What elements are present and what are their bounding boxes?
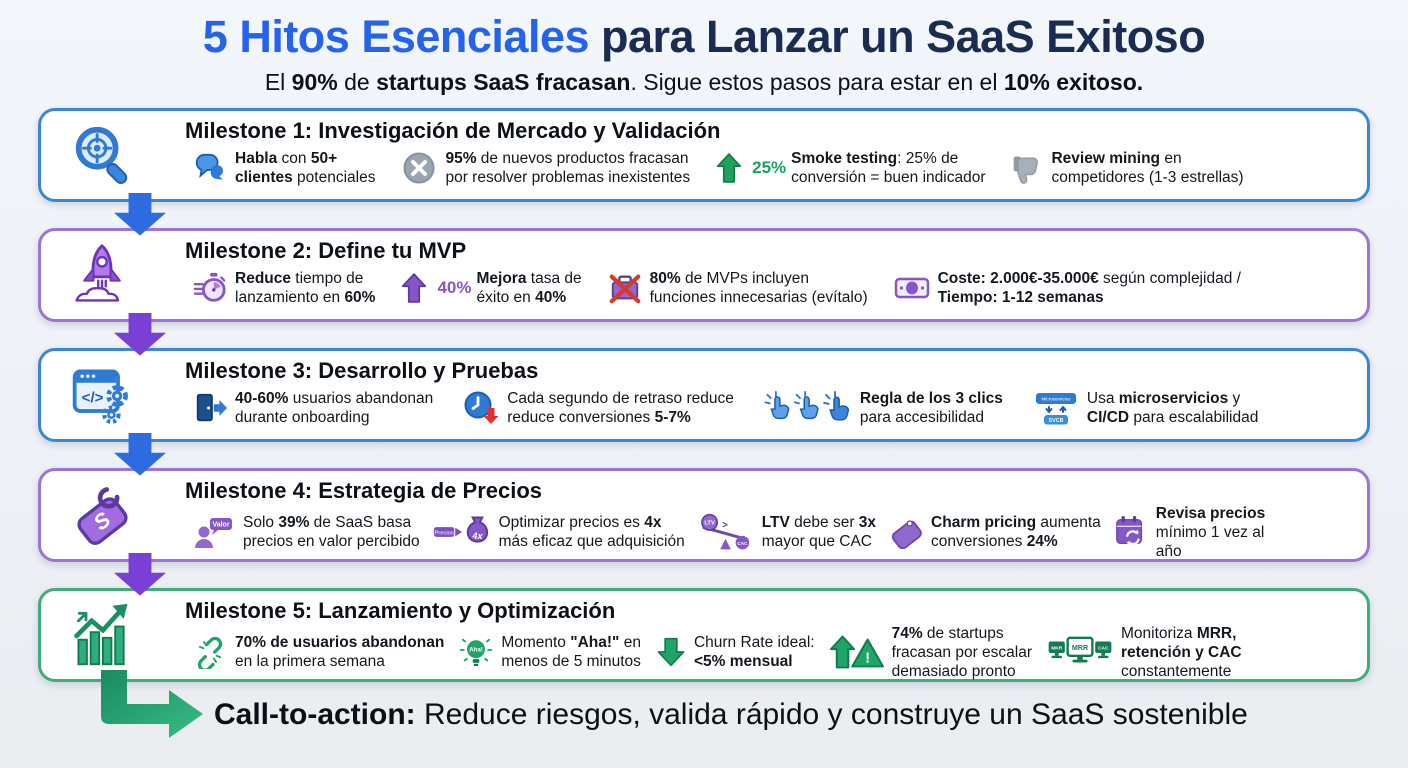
milestone-1-icon-col bbox=[41, 111, 163, 199]
money-bag-4x-icon bbox=[433, 514, 491, 550]
up-arrow-purple-icon bbox=[401, 271, 427, 305]
milestone-item bbox=[830, 624, 1032, 682]
milestone-2-card bbox=[38, 228, 1370, 322]
milestone-item bbox=[656, 633, 815, 671]
svg-text:CAC: CAC bbox=[737, 541, 748, 547]
stopwatch-icon bbox=[193, 271, 227, 305]
icon-percent-label: 25% bbox=[752, 158, 787, 178]
milestone-item bbox=[193, 513, 420, 551]
item-text: 70% de usuarios abandonan en la primera semana bbox=[235, 634, 445, 671]
svg-text:Microservicios: Microservicios bbox=[1041, 396, 1071, 402]
milestone-item bbox=[193, 269, 375, 307]
item-text: Revisa precios mínimo 1 vez al año bbox=[1155, 504, 1266, 561]
broken-chain-icon bbox=[193, 635, 227, 669]
item-text: Usa microservicios y CI/CD para escalabilidad bbox=[1086, 389, 1259, 427]
item-text: Solo 39% de SaaS basa precios en valor percibido bbox=[243, 514, 420, 551]
milestone-2-content bbox=[163, 231, 1367, 319]
item-text: Review mining en competidores (1-3 estrellas) bbox=[1051, 149, 1244, 187]
milestone-1-content bbox=[163, 111, 1367, 199]
milestone-title: Milestone 1: Investigación de Mercado y Validación bbox=[185, 117, 721, 143]
milestone-item bbox=[401, 269, 581, 307]
item-text: 74% de startups fracasan por escalar demasiado pronto bbox=[891, 624, 1033, 681]
milestone-item bbox=[459, 633, 641, 671]
milestone-3-items bbox=[163, 384, 1357, 433]
elbow-arrow-icon bbox=[93, 670, 205, 742]
svg-text:MRR: MRR bbox=[1071, 644, 1089, 653]
milestone-item bbox=[1033, 389, 1258, 427]
milestone-title: Milestone 3: Desarrollo y Pruebas bbox=[185, 357, 539, 383]
svg-text:!: ! bbox=[864, 651, 870, 668]
growth-chart-icon bbox=[69, 602, 135, 668]
svg-text:Aha!: Aha! bbox=[469, 646, 484, 654]
svg-text:Valor: Valor bbox=[212, 521, 230, 529]
item-text: 40-60% usuarios abandonan durante onboarding bbox=[235, 389, 434, 427]
banknote-icon bbox=[894, 270, 930, 306]
milestone-title: Milestone 5: Lanzamiento y Optimización bbox=[185, 597, 616, 623]
svg-text:MKR: MKR bbox=[1051, 647, 1063, 653]
icon-percent-label: 40% bbox=[437, 278, 472, 298]
flow-gap bbox=[38, 202, 1370, 228]
flow-gap bbox=[38, 322, 1370, 348]
svg-text:>: > bbox=[721, 520, 728, 532]
milestone-3-content bbox=[163, 351, 1367, 439]
item-text: Monitoriza MRR, retención y CAC constantemente bbox=[1121, 624, 1242, 681]
up-arrow-green-icon bbox=[716, 151, 742, 185]
milestone-item bbox=[1047, 624, 1242, 682]
page-title-rest: para Lanzar un SaaS Exitoso bbox=[589, 11, 1206, 62]
item-text: Regla de los 3 clics para accesibilidad bbox=[859, 389, 1003, 427]
milestone-item bbox=[401, 149, 690, 187]
exit-door-icon bbox=[193, 391, 227, 425]
milestone-4-content bbox=[163, 471, 1367, 559]
page-subtitle: El 90% de startups SaaS fracasan. Sigue estos pasos para estar en el 10% exitoso. bbox=[264, 68, 1144, 95]
milestone-4-card bbox=[38, 468, 1370, 562]
milestone-title: Milestone 2: Define tu MVP bbox=[185, 237, 467, 263]
item-text: Smoke testing: 25% de conversión = buen indicador bbox=[791, 149, 986, 187]
person-valor-icon bbox=[193, 514, 235, 550]
microservices-icon bbox=[1033, 390, 1079, 426]
svg-text:Precios: Precios bbox=[434, 530, 454, 537]
toolbox-x-icon bbox=[608, 271, 642, 305]
milestone-item bbox=[1011, 149, 1243, 187]
page-title-accent: 5 Hitos Esenciales bbox=[202, 11, 589, 62]
milestone-4-items bbox=[163, 504, 1357, 562]
svg-text:4x: 4x bbox=[471, 531, 483, 542]
item-text: Coste: 2.000€-35.000€ según complejidad / Tiempo: 1-12 semanas bbox=[937, 269, 1241, 307]
milestone-flow bbox=[38, 108, 1370, 682]
milestone-2-icon-col bbox=[41, 231, 163, 319]
thumbs-down-icon bbox=[1011, 152, 1043, 184]
milestone-item bbox=[698, 513, 876, 551]
price-tag-icon bbox=[69, 482, 135, 548]
item-text: Churn Rate ideal: <5% mensual bbox=[693, 634, 815, 671]
item-text: Habla con 50+ clientes potenciales bbox=[235, 149, 376, 187]
item-text: Cada segundo de retraso reduce reduce conversiones 5-7% bbox=[507, 389, 734, 427]
monitors-icon bbox=[1047, 633, 1113, 671]
milestone-5-items bbox=[163, 624, 1357, 682]
item-text: 80% de MVPs incluyen funciones innecesarias (evítalo) bbox=[649, 269, 868, 307]
item-text: LTV debe ser 3x mayor que CAC bbox=[761, 514, 877, 551]
ltv-cac-scale-icon bbox=[698, 513, 754, 551]
cta-row bbox=[38, 682, 1370, 756]
item-text: Mejora tasa de éxito en 40% bbox=[476, 269, 582, 307]
milestone-item bbox=[764, 389, 1003, 427]
error-circle-icon bbox=[401, 150, 437, 186]
milestone-1-items bbox=[163, 144, 1357, 193]
svg-text:SVCB: SVCB bbox=[1048, 418, 1064, 425]
milestone-3-card bbox=[38, 348, 1370, 442]
three-clicks-icon bbox=[764, 391, 852, 425]
milestone-4-icon-col bbox=[41, 471, 163, 559]
milestone-item bbox=[463, 389, 734, 427]
milestone-item bbox=[193, 149, 375, 187]
flow-gap bbox=[38, 562, 1370, 588]
svg-text:</>: </> bbox=[81, 389, 104, 407]
down-arrow-green-icon bbox=[656, 635, 686, 669]
item-text: Reduce tiempo de lanzamiento en 60% bbox=[235, 269, 376, 307]
milestone-title: Milestone 4: Estrategia de Precios bbox=[185, 477, 543, 503]
milestone-item bbox=[608, 269, 868, 307]
item-text: Optimizar precios es 4x más eficaz que adquisición bbox=[498, 514, 685, 551]
milestone-2-items bbox=[163, 264, 1357, 313]
svg-text:LTV: LTV bbox=[704, 521, 715, 528]
header bbox=[0, 0, 1408, 96]
milestone-item bbox=[889, 513, 1101, 551]
code-window-icon bbox=[69, 362, 135, 428]
milestone-3-icon-col bbox=[41, 351, 163, 439]
calendar-refresh-icon bbox=[1114, 514, 1148, 550]
magnifier-target-icon bbox=[68, 121, 136, 189]
milestone-5-card bbox=[38, 588, 1370, 682]
milestone-5-content bbox=[163, 591, 1367, 679]
rocket-icon bbox=[69, 242, 135, 308]
page-title bbox=[0, 13, 1408, 62]
chat-bubbles-icon bbox=[193, 151, 227, 185]
aha-bulb-icon bbox=[459, 634, 493, 670]
item-text: Momento "Aha!" en menos de 5 minutos bbox=[501, 634, 641, 671]
cta-text: Call-to-action: Reduce riesgos, valida rápido y construye un SaaS sostenible bbox=[214, 697, 1248, 731]
milestone-item bbox=[433, 513, 685, 551]
milestone-item bbox=[193, 633, 444, 671]
milestone-item bbox=[894, 269, 1241, 307]
flow-gap bbox=[38, 442, 1370, 468]
milestone-item bbox=[716, 149, 985, 187]
item-text: Charm pricing aumenta conversiones 24% bbox=[931, 514, 1101, 551]
clock-delay-icon bbox=[463, 390, 499, 426]
svg-text:S: S bbox=[88, 506, 116, 535]
milestone-item bbox=[193, 389, 433, 427]
up-arrow-warning-icon bbox=[830, 634, 884, 670]
item-text: 95% de nuevos productos fracasan por resolver problemas inexistentes bbox=[445, 149, 691, 187]
milestone-5-icon-col bbox=[41, 591, 163, 679]
milestone-1-card bbox=[38, 108, 1370, 202]
milestone-item bbox=[1114, 504, 1265, 562]
svg-text:CAC: CAC bbox=[1098, 647, 1109, 653]
charm-tag-icon bbox=[889, 515, 923, 549]
